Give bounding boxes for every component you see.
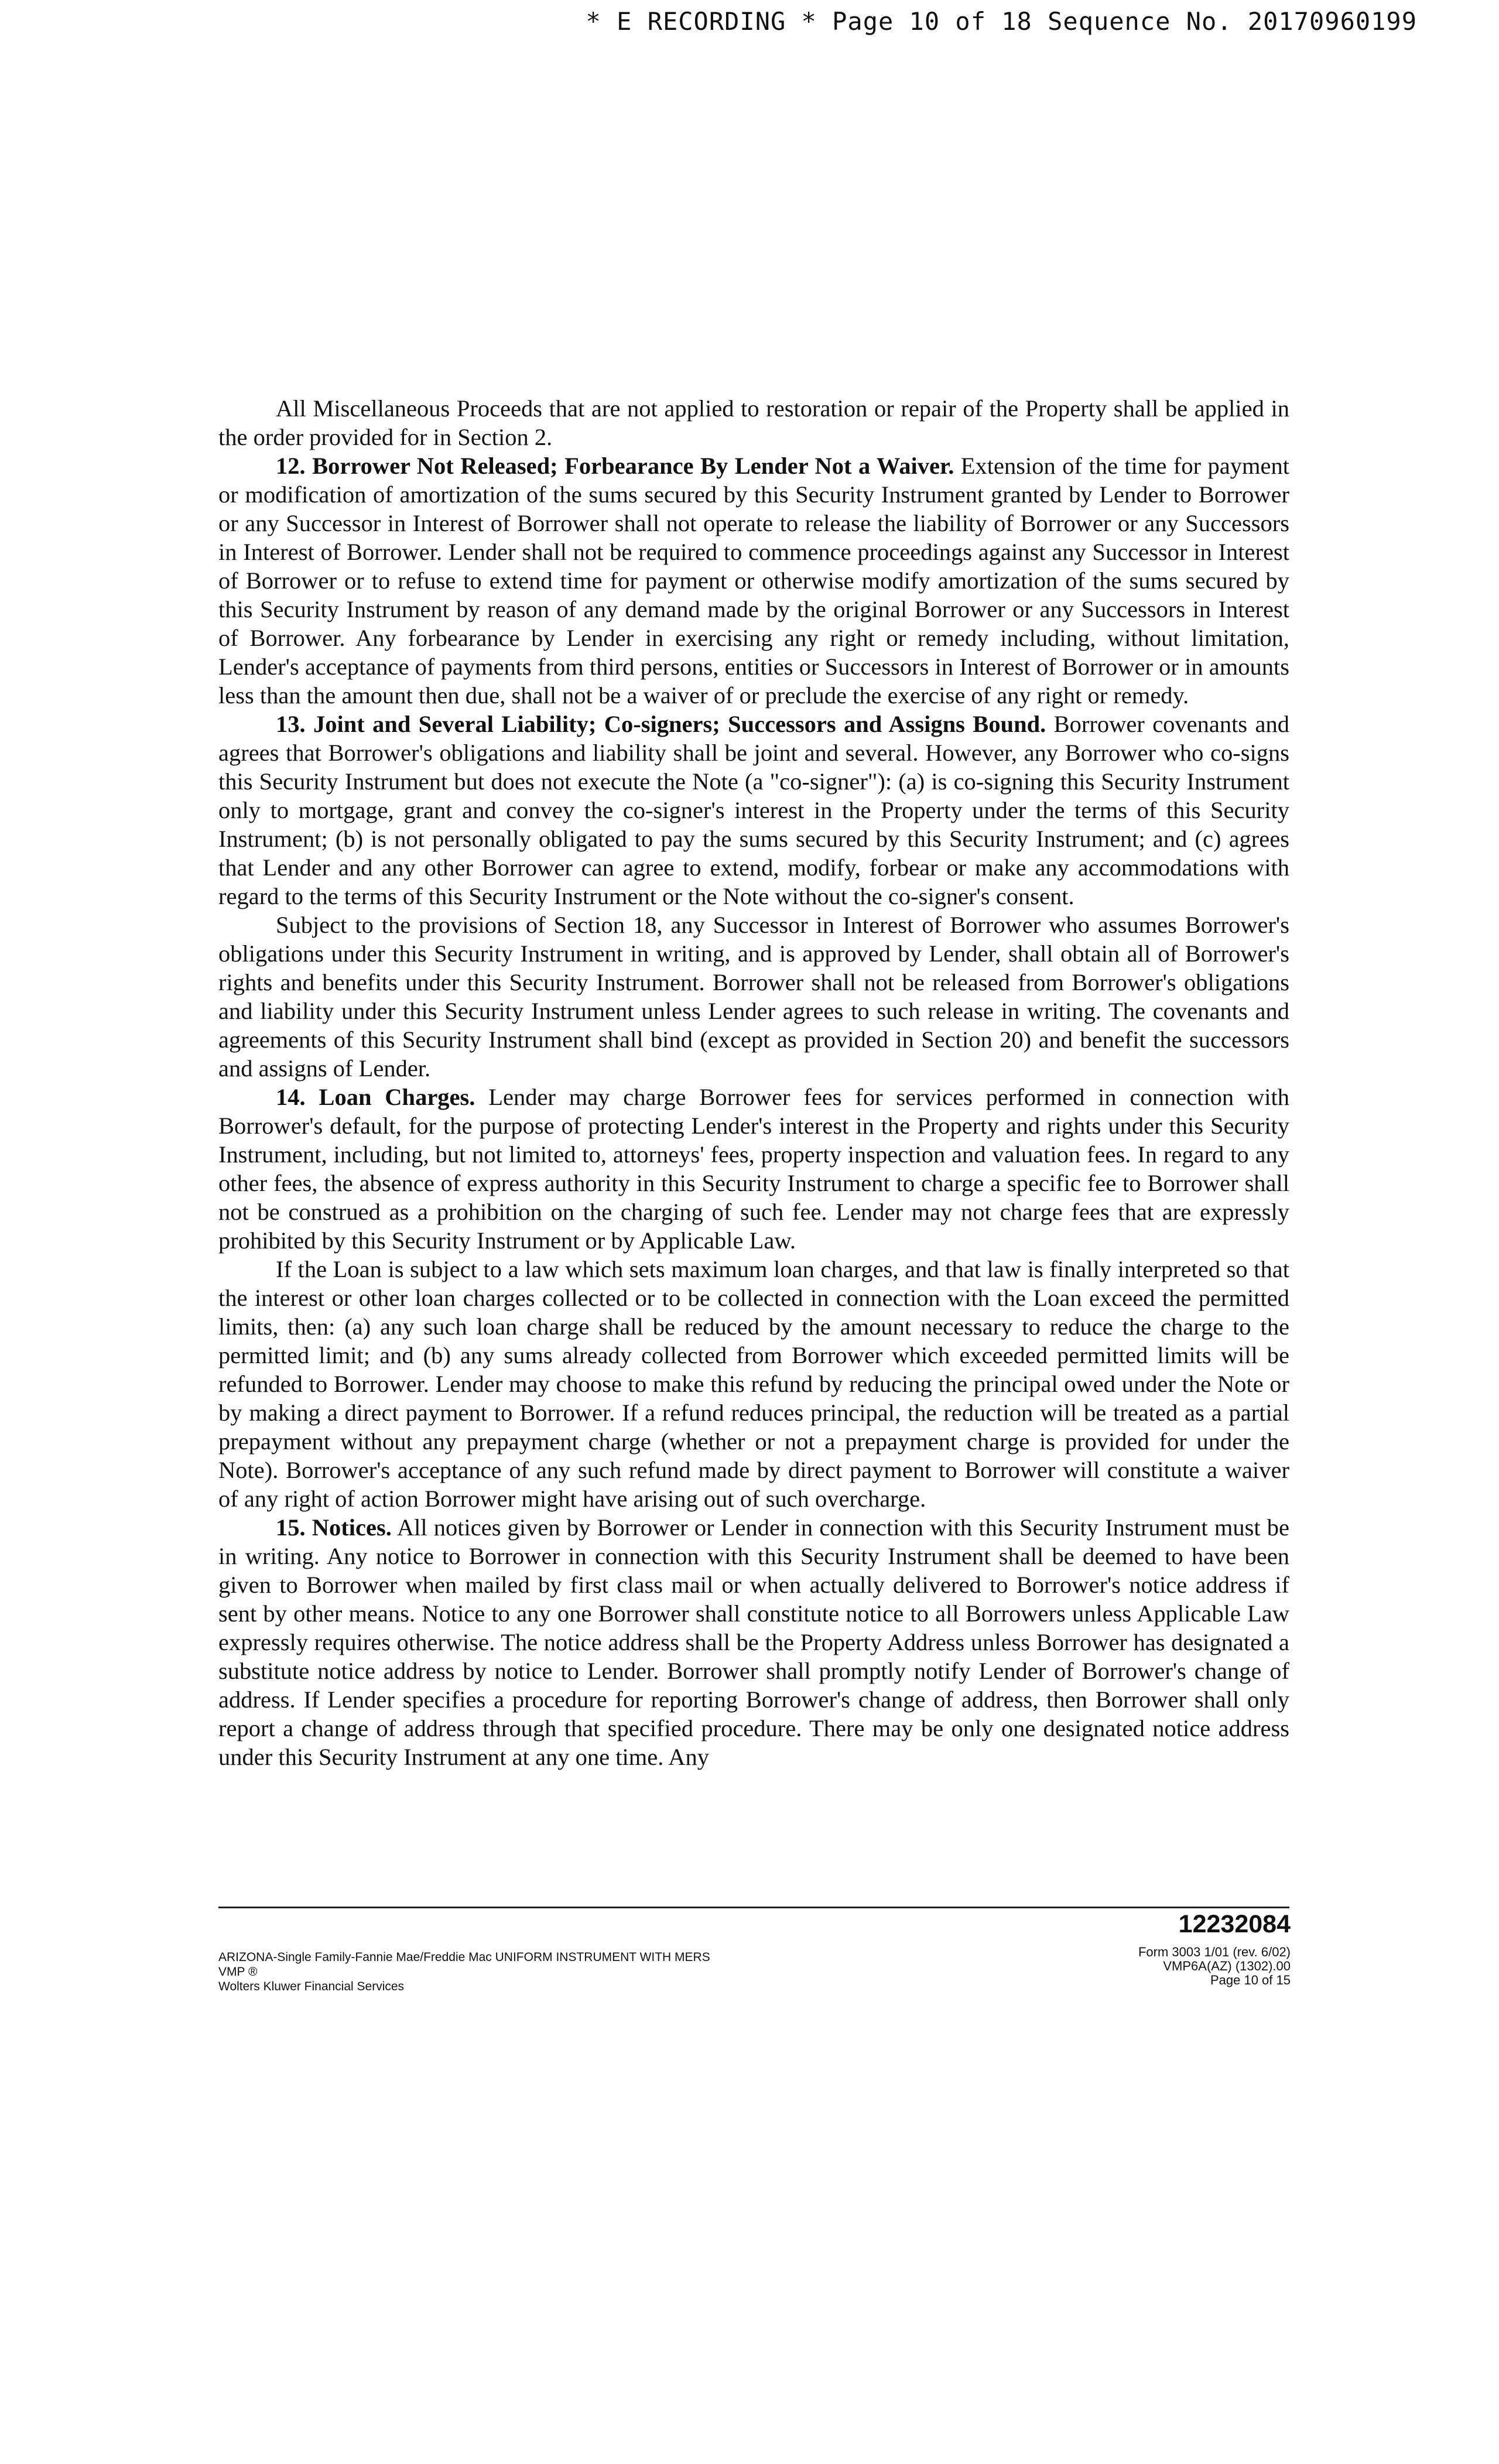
section-15-text: All notices given by Borrower or Lender in connection with this Security Instrument must be in writing. Any notice to Borrower in connection with this Security Instrument shall be deemed to have been given to Borrower when mailed by first class mail or when actually delivered to Borrower's notice address if sent by other means. Notice to any one Borrower shall constitute notice to all Borrowers unless Applicable Law expressly requires otherwise. The notice address shall be the Property Address unless Borrower has designated a substitute notice address by notice to Lender. Borrower shall promptly notify Lender of Borrower's change of address. If Lender specifies a procedure for reporting Borrower's change of address, then Borrower shall only report a change of address through that specified procedure. There may be only one designated notice address under this Security Instrument at any one time. Any bbox=[218, 1514, 1290, 1770]
form-number: Form 3003 1/01 (rev. 6/02) bbox=[1138, 1945, 1291, 1959]
form-code: VMP6A(AZ) (1302).00 bbox=[1163, 1959, 1291, 1973]
loan-number: 12232084 bbox=[1178, 1910, 1291, 1938]
section-15 bbox=[218, 1513, 1289, 1771]
section-12-text: Extension of the time for payment or modification of amortization of the sums secured by this Security Instrument granted by Lender to Borrower or any Successor in Interest of Borrower shall not operate to release the liability of Borrower or any Successors in Interest of Borrower. Lender shall not be required to commence proceedings against any Successor in Interest of Borrower or to refuse to extend time for payment or otherwise modify amortization of the sums secured by this Security Instrument by reason of any demand made by the original Borrower or any Successors in Interest of Borrower. Any forbearance by Lender in exercising any right or remedy including, without limitation, Lender's acceptance of payments from third persons, entities or Successors in Interest of Borrower or in amounts less than the amount then due, shall not be a waiver of or preclude the exercise of any right or remedy. bbox=[218, 453, 1290, 709]
page-number: Page 10 of 15 bbox=[1210, 1973, 1291, 1987]
form-title: ARIZONA-Single Family-Fannie Mae/Freddie Mac UNIFORM INSTRUMENT WITH MERS bbox=[218, 1950, 710, 1964]
section-13 bbox=[218, 710, 1289, 911]
publisher-name: Wolters Kluwer Financial Services bbox=[218, 1980, 405, 1993]
footer-divider bbox=[218, 1907, 1289, 1908]
section-13-paragraph-2: Subject to the provisions of Section 18, any Successor in Interest of Borrower who assumes Borrower's obligations under this Security Instrument in writing, and is approved by Lender, shall obtain all of Borrower's rights and benefits under this Security Instrument. Borrower shall not be released from Borrower's obligations and liability under this Security Instrument unless Lender agrees to such release in writing. The covenants and agreements of this Security Instrument shall bind (except as provided in Section 20) and benefit the successors and assigns of Lender. bbox=[218, 912, 1289, 1082]
section-13-heading: 13. Joint and Several Liability; Co-signers; Successors and Assigns Bound. bbox=[276, 711, 1046, 737]
footer-form-codes bbox=[1138, 1945, 1291, 1987]
document-body bbox=[218, 394, 1289, 1771]
paragraph-miscellaneous-proceeds: All Miscellaneous Proceeds that are not applied to restoration or repair of the Property shall be applied in the order provided for in Section 2. bbox=[218, 395, 1289, 450]
section-14-paragraph-2: If the Loan is subject to a law which sets maximum loan charges, and that law is finally interpreted so that the interest or other loan charges collected or to be collected in connection with the Loan exceed the permitted limits, then: (a) any such loan charge shall be reduced by the amount necessary to reduce the charge to the permitted limit; and (b) any sums already collected from Borrower which exceeded permitted limits will be refunded to Borrower. Lender may choose to make this refund by reducing the principal owed under the Note or by making a direct payment to Borrower. If a refund reduces principal, the reduction will be treated as a partial prepayment without any prepayment charge (whether or not a prepayment charge is provided for under the Note). Borrower's acceptance of any such refund made by direct payment to Borrower will constitute a waiver of any right of action Borrower might have arising out of such overcharge. bbox=[218, 1256, 1289, 1512]
section-13-text: Borrower covenants and agrees that Borrower's obligations and liability shall be joint and several. However, any Borrower who co-signs this Security Instrument but does not execute the Note (a "co-signer"): (a) is co-signing this Security Instrument only to mortgage, grant and convey the co-signer's interest in the Property under the terms of this Security Instrument; (b) is not personally obligated to pay the sums secured by this Security Instrument; and (c) agrees that Lender and any other Borrower can agree to extend, modify, forbear or make any accommodations with regard to the terms of this Security Instrument or the Note without the co-signer's consent. bbox=[218, 711, 1289, 909]
section-14-heading: 14. Loan Charges. bbox=[276, 1084, 475, 1110]
section-12 bbox=[218, 451, 1289, 710]
section-12-heading: 12. Borrower Not Released; Forbearance By Lender Not a Waiver. bbox=[276, 453, 954, 479]
section-14 bbox=[218, 1083, 1289, 1255]
section-15-heading: 15. Notices. bbox=[276, 1514, 392, 1541]
footer-form-info bbox=[218, 1950, 710, 1994]
recording-header: * E RECORDING * Page 10 of 18 Sequence No. 20170960199 bbox=[586, 7, 1417, 36]
section-14-text: Lender may charge Borrower fees for services performed in connection with Borrower's default, for the purpose of protecting Lender's interest in the Property and rights under this Security Instrument, including, but not limited to, attorneys' fees, property inspection and valuation fees. In regard to any other fees, the absence of express authority in this Security Instrument to charge a specific fee to Borrower shall not be construed as a prohibition on the charging of such fee. Lender may not charge fees that are expressly prohibited by this Security Instrument or by Applicable Law. bbox=[218, 1084, 1289, 1254]
vmp-mark: VMP ® bbox=[218, 1965, 258, 1979]
